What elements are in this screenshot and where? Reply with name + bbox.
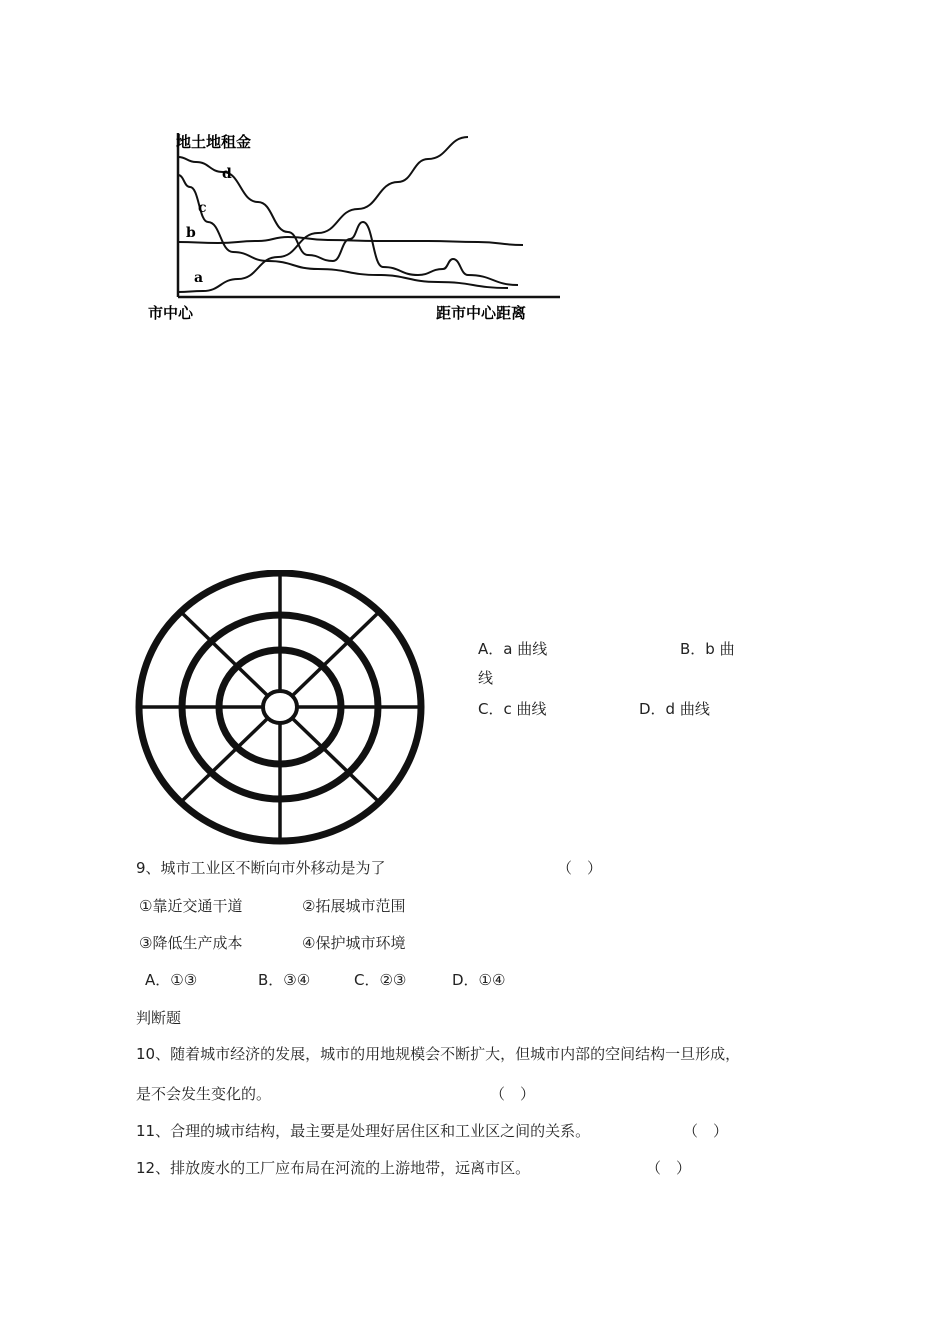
q10-bracket: （ ） [490,1085,536,1103]
q9-item-4: ④保护城市环境 [302,934,406,952]
q10-line2: 是不会发生变化的。 [136,1085,272,1103]
curve-label-a: a [194,270,204,286]
curve-c [178,175,508,288]
city-structure-diagram [134,570,426,848]
option-d: D．d 曲线 [639,700,710,718]
q9-option-c: C．②③ [354,971,407,989]
q9-bracket: （ ） [557,859,603,877]
section-title: 判断题 [136,1009,182,1027]
y-axis-label: 地土地租金 [176,133,252,151]
option-a: A．a 曲线 [478,640,548,658]
q11-bracket: （ ） [683,1122,729,1140]
q9-stem: 9、城市工业区不断向市外移动是为了 [136,859,386,877]
q9-item-2: ②拓展城市范围 [302,897,406,915]
option-b-wrap: 线 [478,669,494,687]
curve-label-b: b [186,225,196,241]
x-axis-label-left: 市中心 [148,304,194,322]
curve-label-c: c [198,200,207,216]
option-b: B．b 曲 [680,640,735,658]
q9-option-d: D．①④ [452,971,506,989]
q10-line1: 10、随着城市经济的发展，城市的用地规模会不断扩大，但城市内部的空间结构一旦形成， [136,1045,741,1063]
land-rent-chart [140,125,580,330]
q9-item-1: ①靠近交通干道 [139,897,243,915]
option-c: C．c 曲线 [478,700,547,718]
q12-text: 12、排放废水的工厂应布局在河流的上游地带，远离市区。 [136,1159,531,1177]
curve-label-d: d [222,166,232,182]
x-axis-label-right: 距市中心距离 [436,304,527,322]
q9-item-3: ③降低生产成本 [139,934,243,952]
q12-bracket: （ ） [646,1159,692,1177]
q11-text: 11、合理的城市结构，最主要是处理好居住区和工业区之间的关系。 [136,1122,591,1140]
q9-option-a: A．①③ [145,971,198,989]
q9-option-b: B．③④ [258,971,311,989]
